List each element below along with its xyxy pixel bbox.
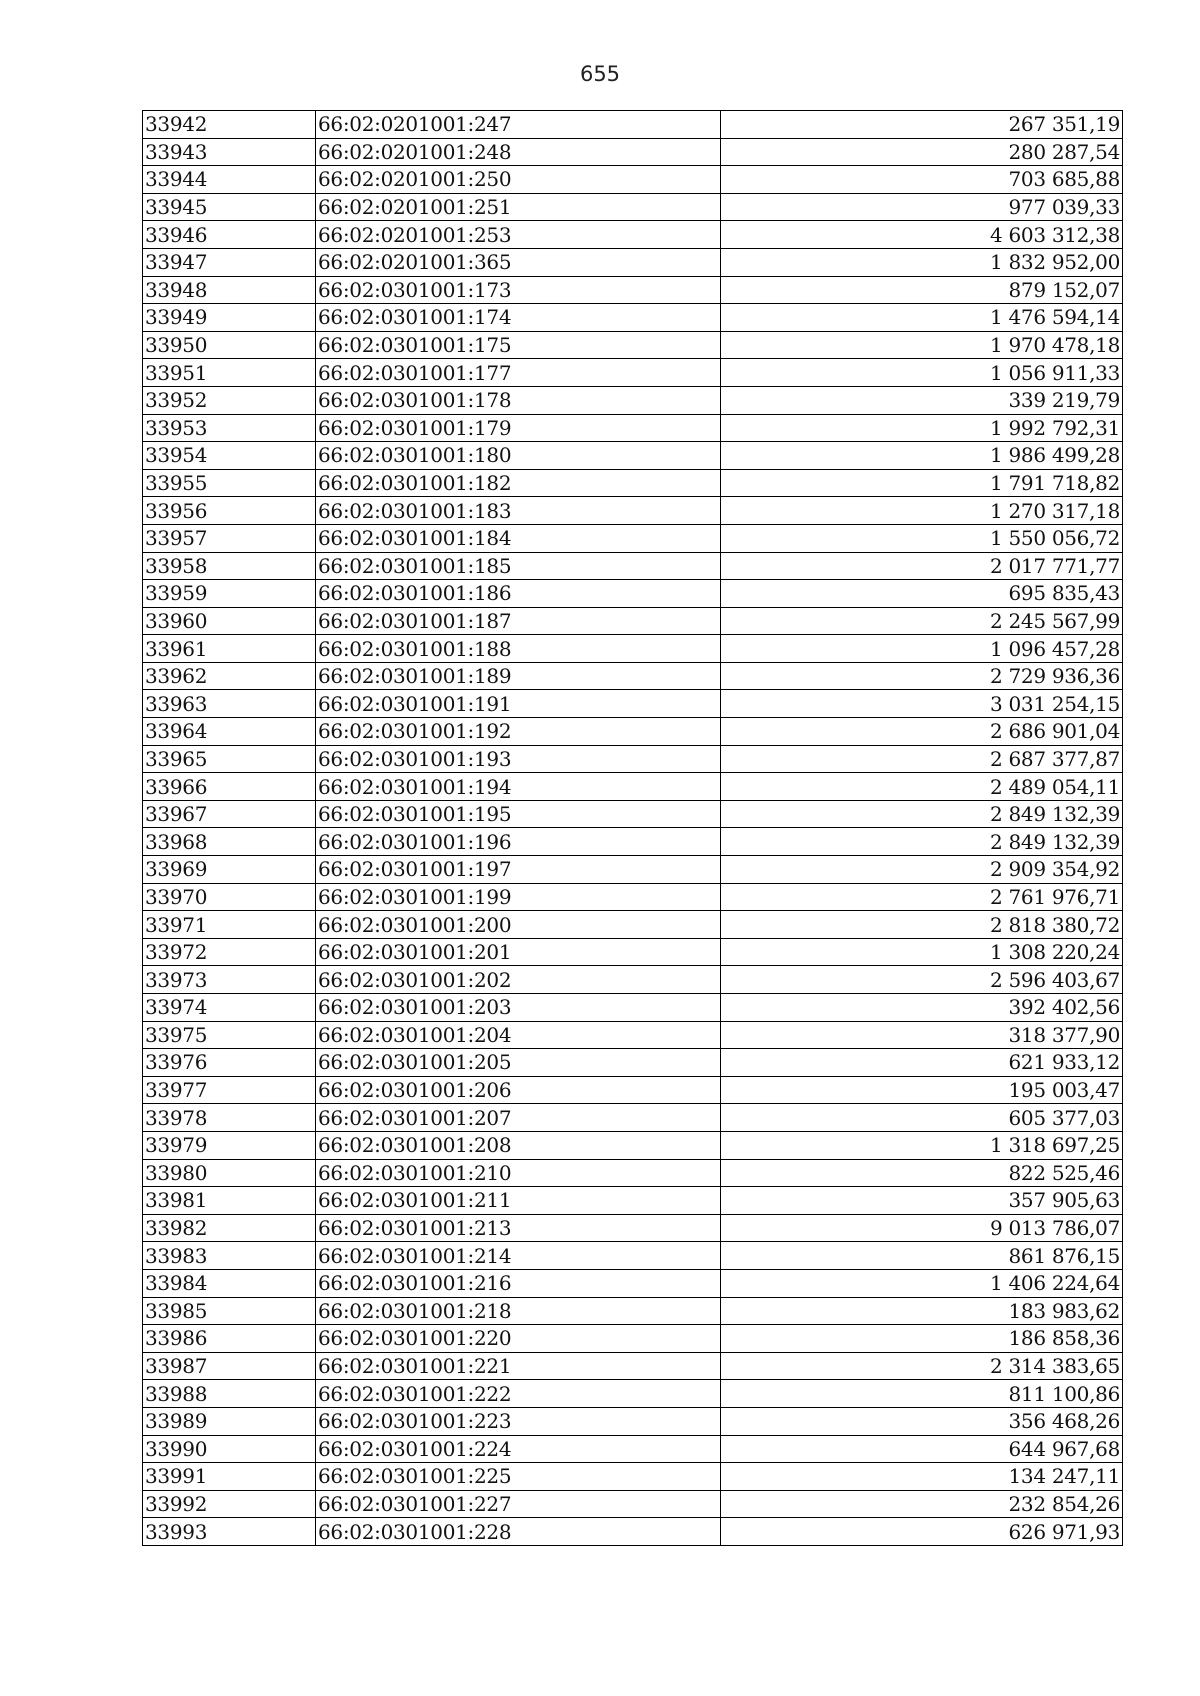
row-number-cell: 33987 [143, 1352, 316, 1380]
cadastral-number-cell: 66:02:0301001:210 [316, 1159, 721, 1187]
table-row [143, 1352, 1123, 1380]
cadastral-value-cell: 605 377,03 [721, 1104, 1123, 1132]
table-row [143, 111, 1123, 139]
row-number-cell: 33945 [143, 193, 316, 221]
cadastral-number-cell: 66:02:0301001:187 [316, 607, 721, 635]
cadastral-number-cell: 66:02:0301001:203 [316, 994, 721, 1022]
table-row [143, 552, 1123, 580]
row-number-cell: 33970 [143, 883, 316, 911]
cadastral-value-cell: 232 854,26 [721, 1490, 1123, 1518]
cadastral-number-cell: 66:02:0201001:248 [316, 138, 721, 166]
cadastral-value-cell: 1 832 952,00 [721, 248, 1123, 276]
row-number-cell: 33952 [143, 386, 316, 414]
row-number-cell: 33946 [143, 221, 316, 249]
table-row [143, 745, 1123, 773]
cadastral-number-cell: 66:02:0301001:222 [316, 1380, 721, 1408]
cadastral-number-cell: 66:02:0301001:193 [316, 745, 721, 773]
row-number-cell: 33959 [143, 580, 316, 608]
row-number-cell: 33990 [143, 1435, 316, 1463]
table-body [143, 111, 1123, 1546]
row-number-cell: 33991 [143, 1463, 316, 1491]
table-row [143, 1518, 1123, 1546]
cadastral-number-cell: 66:02:0201001:251 [316, 193, 721, 221]
row-number-cell: 33957 [143, 524, 316, 552]
cadastral-value-cell: 9 013 786,07 [721, 1214, 1123, 1242]
table-row [143, 1242, 1123, 1270]
cadastral-value-cell: 195 003,47 [721, 1076, 1123, 1104]
cadastral-value-cell: 2 729 936,36 [721, 662, 1123, 690]
cadastral-value-cell: 703 685,88 [721, 166, 1123, 194]
table-row [143, 1021, 1123, 1049]
cadastral-number-cell: 66:02:0301001:189 [316, 662, 721, 690]
row-number-cell: 33982 [143, 1214, 316, 1242]
cadastral-value-cell: 1 791 718,82 [721, 469, 1123, 497]
table-row [143, 1159, 1123, 1187]
row-number-cell: 33947 [143, 248, 316, 276]
cadastral-value-cell: 2 489 054,11 [721, 773, 1123, 801]
cadastral-number-cell: 66:02:0301001:205 [316, 1049, 721, 1077]
cadastral-value-cell: 811 100,86 [721, 1380, 1123, 1408]
row-number-cell: 33993 [143, 1518, 316, 1546]
cadastral-value-cell: 356 468,26 [721, 1407, 1123, 1435]
table-row [143, 580, 1123, 608]
cadastral-value-cell: 644 967,68 [721, 1435, 1123, 1463]
row-number-cell: 33964 [143, 718, 316, 746]
table-row [143, 248, 1123, 276]
cadastral-value-cell: 280 287,54 [721, 138, 1123, 166]
table-row [143, 138, 1123, 166]
cadastral-number-cell: 66:02:0301001:206 [316, 1076, 721, 1104]
table-row [143, 994, 1123, 1022]
row-number-cell: 33948 [143, 276, 316, 304]
cadastral-value-cell: 822 525,46 [721, 1159, 1123, 1187]
cadastral-value-cell: 318 377,90 [721, 1021, 1123, 1049]
table-row [143, 524, 1123, 552]
table-row [143, 442, 1123, 470]
cadastral-number-cell: 66:02:0301001:173 [316, 276, 721, 304]
row-number-cell: 33989 [143, 1407, 316, 1435]
row-number-cell: 33980 [143, 1159, 316, 1187]
cadastral-number-cell: 66:02:0301001:201 [316, 938, 721, 966]
table-row [143, 193, 1123, 221]
cadastral-value-cell: 1 992 792,31 [721, 414, 1123, 442]
cadastral-number-cell: 66:02:0301001:211 [316, 1187, 721, 1215]
cadastral-value-cell: 1 318 697,25 [721, 1131, 1123, 1159]
cadastral-value-cell: 1 970 478,18 [721, 331, 1123, 359]
row-number-cell: 33981 [143, 1187, 316, 1215]
cadastral-number-cell: 66:02:0201001:250 [316, 166, 721, 194]
table-row [143, 607, 1123, 635]
page-number: 655 [579, 62, 621, 86]
table-row [143, 497, 1123, 525]
row-number-cell: 33992 [143, 1490, 316, 1518]
row-number-cell: 33955 [143, 469, 316, 497]
table-row [143, 800, 1123, 828]
cadastral-number-cell: 66:02:0301001:200 [316, 911, 721, 939]
cadastral-number-cell: 66:02:0301001:224 [316, 1435, 721, 1463]
row-number-cell: 33961 [143, 635, 316, 663]
cadastral-value-cell: 1 096 457,28 [721, 635, 1123, 663]
cadastral-number-cell: 66:02:0301001:221 [316, 1352, 721, 1380]
cadastral-number-cell: 66:02:0301001:182 [316, 469, 721, 497]
cadastral-value-cell: 339 219,79 [721, 386, 1123, 414]
table-row [143, 1049, 1123, 1077]
table-row [143, 856, 1123, 884]
cadastral-value-cell: 1 986 499,28 [721, 442, 1123, 470]
table-row [143, 1297, 1123, 1325]
cadastral-number-cell: 66:02:0301001:188 [316, 635, 721, 663]
cadastral-value-cell: 2 314 383,65 [721, 1352, 1123, 1380]
table-row [143, 221, 1123, 249]
cadastral-value-cell: 2 017 771,77 [721, 552, 1123, 580]
table-row [143, 828, 1123, 856]
row-number-cell: 33962 [143, 662, 316, 690]
cadastral-number-cell: 66:02:0301001:185 [316, 552, 721, 580]
row-number-cell: 33988 [143, 1380, 316, 1408]
cadastral-number-cell: 66:02:0301001:208 [316, 1131, 721, 1159]
cadastral-number-cell: 66:02:0301001:180 [316, 442, 721, 470]
row-number-cell: 33944 [143, 166, 316, 194]
table-row [143, 1407, 1123, 1435]
cadastral-value-cell: 879 152,07 [721, 276, 1123, 304]
cadastral-number-cell: 66:02:0301001:196 [316, 828, 721, 856]
cadastral-number-cell: 66:02:0301001:225 [316, 1463, 721, 1491]
cadastral-value-cell: 186 858,36 [721, 1325, 1123, 1353]
cadastral-value-cell: 1 056 911,33 [721, 359, 1123, 387]
table-row [143, 414, 1123, 442]
row-number-cell: 33968 [143, 828, 316, 856]
cadastral-number-cell: 66:02:0201001:253 [316, 221, 721, 249]
row-number-cell: 33978 [143, 1104, 316, 1132]
table-row [143, 966, 1123, 994]
cadastral-number-cell: 66:02:0301001:199 [316, 883, 721, 911]
cadastral-number-cell: 66:02:0301001:177 [316, 359, 721, 387]
cadastral-value-cell: 3 031 254,15 [721, 690, 1123, 718]
table-row [143, 359, 1123, 387]
table-row [143, 938, 1123, 966]
cadastral-number-cell: 66:02:0301001:227 [316, 1490, 721, 1518]
cadastral-value-cell: 4 603 312,38 [721, 221, 1123, 249]
cadastral-number-cell: 66:02:0301001:197 [316, 856, 721, 884]
row-number-cell: 33984 [143, 1269, 316, 1297]
row-number-cell: 33969 [143, 856, 316, 884]
row-number-cell: 33986 [143, 1325, 316, 1353]
row-number-cell: 33963 [143, 690, 316, 718]
cadastral-number-cell: 66:02:0301001:194 [316, 773, 721, 801]
row-number-cell: 33972 [143, 938, 316, 966]
cadastral-number-cell: 66:02:0301001:223 [316, 1407, 721, 1435]
table-row [143, 883, 1123, 911]
row-number-cell: 33942 [143, 111, 316, 139]
row-number-cell: 33949 [143, 304, 316, 332]
cadastral-value-cell: 1 476 594,14 [721, 304, 1123, 332]
table-row [143, 1490, 1123, 1518]
row-number-cell: 33977 [143, 1076, 316, 1104]
cadastral-value-cell: 621 933,12 [721, 1049, 1123, 1077]
table-row [143, 1380, 1123, 1408]
cadastral-number-cell: 66:02:0301001:218 [316, 1297, 721, 1325]
cadastral-number-cell: 66:02:0301001:220 [316, 1325, 721, 1353]
cadastral-value-cell: 267 351,19 [721, 111, 1123, 139]
cadastral-number-cell: 66:02:0301001:186 [316, 580, 721, 608]
row-number-cell: 33983 [143, 1242, 316, 1270]
cadastral-value-cell: 2 596 403,67 [721, 966, 1123, 994]
row-number-cell: 33979 [143, 1131, 316, 1159]
cadastral-value-cell: 1 406 224,64 [721, 1269, 1123, 1297]
cadastral-value-cell: 2 686 901,04 [721, 718, 1123, 746]
cadastral-value-cell: 392 402,56 [721, 994, 1123, 1022]
table-row [143, 1076, 1123, 1104]
table-row [143, 690, 1123, 718]
cadastral-value-cell: 2 849 132,39 [721, 828, 1123, 856]
cadastral-number-cell: 66:02:0301001:216 [316, 1269, 721, 1297]
cadastral-value-cell: 1 270 317,18 [721, 497, 1123, 525]
cadastral-number-cell: 66:02:0301001:174 [316, 304, 721, 332]
row-number-cell: 33976 [143, 1049, 316, 1077]
cadastral-value-cell: 861 876,15 [721, 1242, 1123, 1270]
cadastral-value-cell: 134 247,11 [721, 1463, 1123, 1491]
row-number-cell: 33960 [143, 607, 316, 635]
table-row [143, 1435, 1123, 1463]
row-number-cell: 33953 [143, 414, 316, 442]
cadastral-number-cell: 66:02:0201001:365 [316, 248, 721, 276]
table-row [143, 773, 1123, 801]
cadastral-number-cell: 66:02:0301001:214 [316, 1242, 721, 1270]
row-number-cell: 33966 [143, 773, 316, 801]
cadastral-value-cell: 695 835,43 [721, 580, 1123, 608]
cadastral-number-cell: 66:02:0301001:204 [316, 1021, 721, 1049]
cadastral-number-cell: 66:02:0301001:179 [316, 414, 721, 442]
table-row [143, 1214, 1123, 1242]
row-number-cell: 33974 [143, 994, 316, 1022]
table-row [143, 166, 1123, 194]
cadastral-number-cell: 66:02:0301001:228 [316, 1518, 721, 1546]
cadastral-value-cell: 1 308 220,24 [721, 938, 1123, 966]
table-row [143, 635, 1123, 663]
table-row [143, 718, 1123, 746]
table-row [143, 1104, 1123, 1132]
cadastral-value-table [142, 110, 1123, 1546]
cadastral-value-cell: 2 761 976,71 [721, 883, 1123, 911]
cadastral-number-cell: 66:02:0301001:178 [316, 386, 721, 414]
cadastral-number-cell: 66:02:0301001:195 [316, 800, 721, 828]
row-number-cell: 33956 [143, 497, 316, 525]
cadastral-number-cell: 66:02:0301001:192 [316, 718, 721, 746]
cadastral-value-cell: 2 909 354,92 [721, 856, 1123, 884]
table-row [143, 1187, 1123, 1215]
cadastral-value-cell: 626 971,93 [721, 1518, 1123, 1546]
row-number-cell: 33967 [143, 800, 316, 828]
table-row [143, 1269, 1123, 1297]
table-row [143, 469, 1123, 497]
row-number-cell: 33950 [143, 331, 316, 359]
row-number-cell: 33951 [143, 359, 316, 387]
cadastral-value-cell: 2 687 377,87 [721, 745, 1123, 773]
cadastral-number-cell: 66:02:0301001:184 [316, 524, 721, 552]
cadastral-number-cell: 66:02:0301001:191 [316, 690, 721, 718]
cadastral-value-cell: 1 550 056,72 [721, 524, 1123, 552]
row-number-cell: 33985 [143, 1297, 316, 1325]
table-row [143, 386, 1123, 414]
row-number-cell: 33965 [143, 745, 316, 773]
table-row [143, 1463, 1123, 1491]
table-row [143, 662, 1123, 690]
cadastral-value-cell: 2 849 132,39 [721, 800, 1123, 828]
cadastral-value-cell: 977 039,33 [721, 193, 1123, 221]
cadastral-value-cell: 183 983,62 [721, 1297, 1123, 1325]
cadastral-number-cell: 66:02:0301001:183 [316, 497, 721, 525]
cadastral-value-cell: 2 245 567,99 [721, 607, 1123, 635]
table-row [143, 276, 1123, 304]
cadastral-number-cell: 66:02:0301001:175 [316, 331, 721, 359]
row-number-cell: 33958 [143, 552, 316, 580]
cadastral-value-cell: 357 905,63 [721, 1187, 1123, 1215]
cadastral-value-cell: 2 818 380,72 [721, 911, 1123, 939]
table-row [143, 331, 1123, 359]
row-number-cell: 33975 [143, 1021, 316, 1049]
cadastral-number-cell: 66:02:0301001:213 [316, 1214, 721, 1242]
row-number-cell: 33973 [143, 966, 316, 994]
table-row [143, 911, 1123, 939]
table-row [143, 1325, 1123, 1353]
row-number-cell: 33971 [143, 911, 316, 939]
table-row [143, 1131, 1123, 1159]
cadastral-number-cell: 66:02:0301001:202 [316, 966, 721, 994]
table-row [143, 304, 1123, 332]
cadastral-number-cell: 66:02:0201001:247 [316, 111, 721, 139]
row-number-cell: 33954 [143, 442, 316, 470]
cadastral-number-cell: 66:02:0301001:207 [316, 1104, 721, 1132]
row-number-cell: 33943 [143, 138, 316, 166]
